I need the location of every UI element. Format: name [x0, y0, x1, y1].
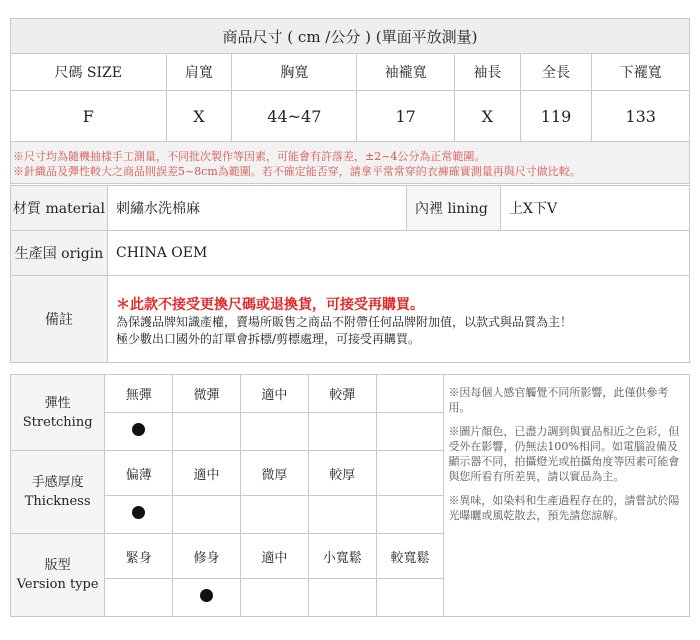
remark-line: 極少數出口國外的訂單會拆標/剪標處理，可接受再購買。 — [116, 332, 421, 346]
attribute-note: ※圖片顏色，已盡力調到與實品相近之色彩，但受外在影響，仍無法100%相同。如電腦設備及顯示器不同，拍攝燈光或拍攝角度等因素可能會與您所看有所差異，請以實品為主。 — [448, 425, 680, 483]
attribute-note: ※因每個人感官觸覺不同所影響，此僅供參考用。 — [448, 386, 669, 414]
version-label-zh: 版型 — [44, 558, 71, 573]
lining-label: 內裡 lining — [407, 186, 501, 231]
version-category — [11, 534, 105, 617]
remark-line: 為保護品牌知識產權，賣場所販售之商品不附帶任何品牌附加值，以款式與品質為主！ — [116, 315, 573, 329]
version-label-en: Version type — [16, 577, 99, 592]
attribute-note: ※異味，如染料和生產過程存在的，請嘗試於陽光曝曬或風乾散去，預先請您諒解。 — [448, 494, 680, 522]
header-armhole: 袖襱寬 — [357, 54, 455, 91]
version-option: 較寬鬆 — [376, 534, 444, 579]
origin-value: CHINA OEM — [108, 231, 690, 276]
version-mark — [240, 579, 308, 617]
stretch-option: 無彈 — [105, 375, 173, 413]
version-option: 修身 — [173, 534, 241, 579]
thickness-category — [11, 451, 105, 534]
empty-cell — [376, 451, 444, 496]
value-length: 119 — [520, 91, 592, 142]
size-table-title: 商品尺寸 ( cm /公分 ) (單面平放測量) — [11, 19, 690, 54]
info-table — [10, 185, 690, 363]
stretch-mark — [308, 413, 376, 451]
stretch-option: 較彈 — [308, 375, 376, 413]
version-mark — [308, 579, 376, 617]
remark-content — [108, 276, 690, 363]
thickness-option: 偏薄 — [105, 451, 173, 496]
empty-cell — [376, 496, 444, 534]
origin-label: 生產国 origin — [11, 231, 108, 276]
size-notes — [11, 142, 690, 184]
remark-warning: ＊此款不接受更換尺碼或退換貨，可接受再購買。 — [116, 297, 424, 313]
thickness-option: 微厚 — [240, 451, 308, 496]
header-hem: 下襬寬 — [592, 54, 690, 91]
thickness-mark — [240, 496, 308, 534]
value-shoulder: X — [166, 91, 232, 142]
selected-dot — [132, 506, 145, 519]
thickness-option: 適中 — [173, 451, 241, 496]
selected-dot — [200, 589, 213, 602]
value-size: F — [11, 91, 167, 142]
attribute-notes — [444, 375, 690, 617]
value-hem: 133 — [592, 91, 690, 142]
header-size: 尺碼 SIZE — [11, 54, 167, 91]
version-mark — [105, 579, 173, 617]
thickness-option: 較厚 — [308, 451, 376, 496]
stretch-option: 適中 — [240, 375, 308, 413]
thickness-mark — [173, 496, 241, 534]
version-mark — [376, 579, 444, 617]
stretch-mark — [240, 413, 308, 451]
thickness-mark — [105, 496, 173, 534]
value-sleeve: X — [454, 91, 520, 142]
stretch-label-zh: 彈性 — [44, 395, 71, 411]
version-option: 小寬鬆 — [308, 534, 376, 579]
header-length: 全長 — [520, 54, 592, 91]
size-note: ※尺寸均為隨機抽樣手工測量，不同批次製作等因素，可能會有許落差，±2~4公分為正常範圍。 — [13, 150, 486, 163]
thickness-mark — [308, 496, 376, 534]
value-chest: 44~47 — [232, 91, 357, 142]
thickness-label-en: Thickness — [24, 494, 91, 509]
attribute-table — [10, 374, 690, 617]
empty-cell — [376, 413, 444, 451]
stretch-label-en: Stretching — [22, 414, 93, 430]
size-table — [10, 18, 690, 184]
selected-dot — [132, 423, 145, 436]
header-chest: 胸寬 — [232, 54, 357, 91]
material-label: 材質 material — [11, 186, 108, 231]
value-armhole: 17 — [357, 91, 455, 142]
material-value: 刺繡水洗棉麻 — [108, 186, 407, 231]
version-option: 適中 — [240, 534, 308, 579]
size-note: ※針織品及彈性較大之商品則誤差5~8cm為範圍。若不確定能否穿，請拿平常常穿的衣褲確實測量再與尺寸做比較。 — [13, 165, 581, 178]
lining-value: 上X下V — [501, 186, 690, 231]
header-sleeve: 袖長 — [454, 54, 520, 91]
remark-label: 備註 — [11, 276, 108, 363]
header-shoulder: 肩寬 — [166, 54, 232, 91]
stretch-mark — [173, 413, 241, 451]
stretch-option: 微彈 — [173, 375, 241, 413]
stretch-category — [11, 375, 105, 451]
empty-cell — [376, 375, 444, 413]
version-option: 緊身 — [105, 534, 173, 579]
version-mark — [173, 579, 241, 617]
stretch-mark — [105, 413, 173, 451]
thickness-label-zh: 手感厚度 — [31, 475, 84, 490]
